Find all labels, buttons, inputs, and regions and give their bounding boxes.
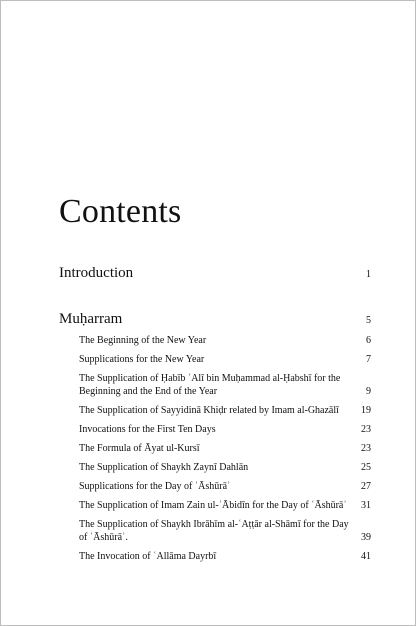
toc-entry[interactable] [79, 442, 371, 455]
toc-entry-page: 23 [361, 424, 371, 435]
section-page-number: 1 [366, 269, 371, 280]
contents-heading: Contents [59, 193, 182, 230]
toc-entry-page: 39 [361, 532, 371, 543]
toc-entry-list [79, 334, 371, 563]
section-page-number: 5 [366, 315, 371, 326]
section-title: Muḥarram [59, 311, 123, 327]
toc-entry-title: Supplications for the Day of ʿĀshūrāʾ [79, 481, 231, 492]
toc-entry[interactable] [79, 461, 371, 474]
toc-entry-page: 23 [361, 443, 371, 454]
toc-entry-page: 31 [361, 500, 371, 511]
toc-entry-page: 25 [361, 462, 371, 473]
toc-entry-title: Supplications for the New Year [79, 354, 205, 365]
toc-section-muharram[interactable] [59, 311, 371, 328]
toc-entry[interactable] [79, 480, 371, 493]
toc-entry-page: 41 [361, 551, 371, 562]
section-title: Introduction [59, 265, 134, 281]
toc-entry-title: The Supplication of Imam Zain ul-ʿĀbidīn for the Day of ʿĀshūrāʾ [79, 500, 347, 511]
toc-entry[interactable] [79, 499, 371, 512]
toc-entry[interactable] [79, 372, 371, 398]
toc-entry-page: 6 [366, 335, 371, 346]
toc-entry[interactable] [79, 334, 371, 347]
toc-entry-title: The Beginning of the New Year [79, 335, 207, 346]
toc-entry[interactable] [79, 550, 371, 563]
toc-entry-page: 9 [366, 386, 371, 397]
toc-entry-title: The Formula of Āyat ul-Kursī [79, 443, 200, 454]
toc-entry-page: 27 [361, 481, 371, 492]
toc-entry-title: The Supplication of Ḥabīb ʿAlī bin Muḥammad al-Ḥabshī for the Beginning and the End of the Year [79, 373, 341, 397]
toc-entry-title: The Supplication of Shaykh Ibrāhīm al-ʿAṭṭār al-Shāmī for the Day of ʿĀshūrāʾ. [79, 519, 349, 543]
toc-section-introduction[interactable] [59, 265, 371, 282]
toc-entry-title: The Supplication of Sayyidinā Khiḍr related by Imam al-Ghazālī [79, 405, 339, 416]
toc-entry-title: The Supplication of Shaykh Zaynī Dahlān [79, 462, 249, 473]
toc-entry-page: 7 [366, 354, 371, 365]
toc-entry-title: Invocations for the First Ten Days [79, 424, 216, 435]
toc-entry[interactable] [79, 423, 371, 436]
toc-entry-title: The Invocation of ʿAllāma Dayrbī [79, 551, 217, 562]
toc-entry[interactable] [79, 404, 371, 417]
toc-entry[interactable] [79, 353, 371, 366]
toc-entry-page: 19 [361, 405, 371, 416]
toc-entry[interactable] [79, 518, 371, 544]
